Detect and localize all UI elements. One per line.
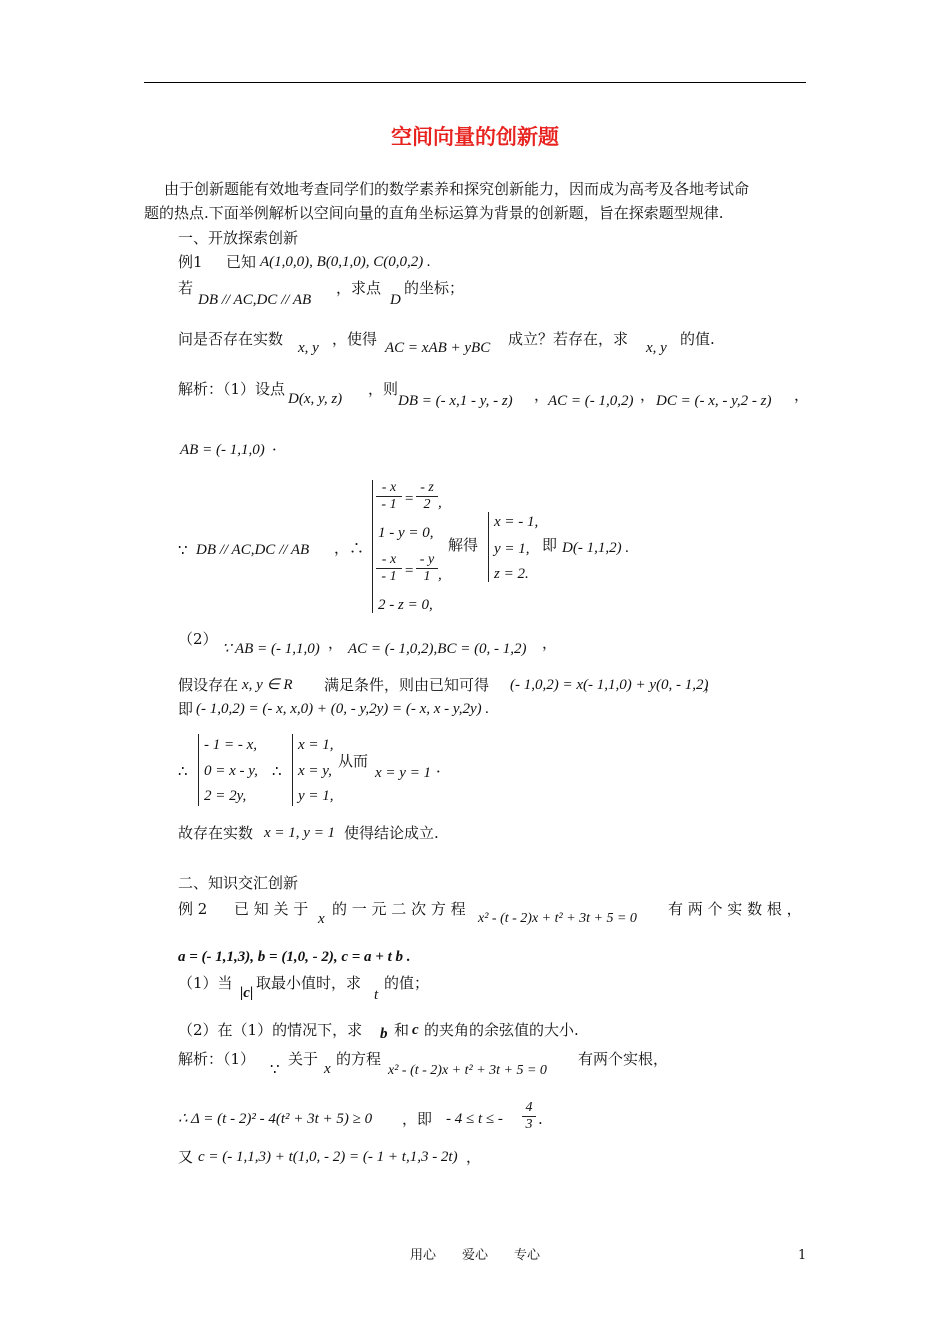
discriminant-ie: ，即 xyxy=(402,1110,433,1128)
assume-prefix: 假设存在 xyxy=(178,676,239,694)
q1-end: 的坐标； xyxy=(404,279,465,297)
sys1-line2: 1 - y = 0, xyxy=(378,525,434,541)
example2-text-b: 的 一 元 二 次 方 程 xyxy=(332,900,466,918)
s2-q2-c: c xyxy=(412,1022,419,1038)
sys1-frac2-left xyxy=(376,552,402,585)
comma-5: ， xyxy=(542,634,558,652)
intro-line-1: 由于创新题能有效地考查同学们的数学素养和探究创新能力，因而成为高考及各地考试命 xyxy=(164,180,750,198)
q1-prefix: 若 xyxy=(178,279,194,297)
sol1-ab-end: ． xyxy=(272,436,288,454)
sys2-line2: y = 1, xyxy=(494,541,530,557)
q2-math: AC = xAB + yBC xyxy=(385,340,491,356)
sys1-frac2-left-den: - 1 xyxy=(376,568,402,585)
example1-text: 已知 xyxy=(226,253,257,271)
s2-sol-equation-label: 的方程 xyxy=(336,1050,382,1068)
assume-mid: 满足条件，则由已知可得 xyxy=(324,676,490,694)
section2-heading: 二、知识交汇创新 xyxy=(178,874,299,892)
sol1-vec-dc: DC = (- x, - y,2 - z) xyxy=(656,393,772,409)
xy-equals-one: x = y = 1 xyxy=(375,765,432,781)
t-range-den: 3 xyxy=(522,1116,536,1133)
c-expression-end: ， xyxy=(466,1148,482,1166)
parallel-condition: DB // AC,DC // AB xyxy=(196,542,310,558)
s2-sol-end: 有两个实根， xyxy=(578,1050,669,1068)
s2-sol-x: x xyxy=(324,1061,331,1077)
sys2-line3: z = 2. xyxy=(494,566,529,582)
s2-q1-prefix: （1）当 xyxy=(178,974,233,992)
system3-brace xyxy=(198,734,199,806)
sys1-frac1-left-num: - x xyxy=(381,480,397,495)
assume-eq: (- 1,0,2) = x(- 1,1,0) + y(0, - 1,2) xyxy=(510,677,709,693)
dot-end: ． xyxy=(436,758,452,776)
part2-label: （2） xyxy=(178,630,218,648)
s2-sol-equation: x² - (t - 2)x + t² + 3t + 5 = 0 xyxy=(388,1063,547,1078)
example2-equation: x² - (t - 2)x + t² + 3t + 5 = 0 xyxy=(478,911,637,926)
q2-end: 的值. xyxy=(680,330,715,348)
t-range-end: . xyxy=(538,1110,543,1128)
sys3-line3: 2 = 2y, xyxy=(204,788,247,804)
sys4-line1: x = 1, xyxy=(298,737,334,753)
part2-vec-ac-bc: AC = (- 1,0,2),BC = (0, - 1,2) xyxy=(348,641,527,657)
sys1-frac1-right-den: 2 xyxy=(416,496,438,513)
discriminant: ∴ Δ = (t - 2)² - 4(t² + 3t + 5) ≥ 0 xyxy=(178,1111,373,1127)
q1-mid: ，求点 xyxy=(336,279,382,297)
s2-sol-prefix: 解析：（1） xyxy=(178,1050,256,1068)
s2-q2-end: 的夹角的余弦值的大小. xyxy=(424,1021,579,1039)
sys1-end2: , xyxy=(438,567,442,583)
q2-mid: ，使得 xyxy=(332,330,378,348)
sys1-line4: 2 - z = 0, xyxy=(378,597,433,613)
section1-heading: 一、开放探索创新 xyxy=(178,229,299,247)
sys3-line2: 0 = x - y, xyxy=(204,763,258,779)
sys3-line1: - 1 = - x, xyxy=(204,737,258,753)
result-d: D(- 1,1,2) . xyxy=(562,540,630,556)
comma-1: ， xyxy=(534,386,550,404)
q2-prefix: 问是否存在实数 xyxy=(178,330,284,348)
sol1-vec-ac: AC = (- 1,0,2) xyxy=(548,393,634,409)
s2-sol-about: 关于 xyxy=(288,1050,319,1068)
t-range-num: 4 xyxy=(525,1100,533,1115)
because-symbol: ∵ xyxy=(178,541,188,559)
sys1-end1: , xyxy=(438,495,442,511)
sol1-then: ，则 xyxy=(368,380,399,398)
sys1-eq2: = xyxy=(404,563,415,579)
c-expression: c = (- 1,1,3) + t(1,0, - 2) = (- 1 + t,1,3 - 2t) xyxy=(198,1149,458,1165)
sys1-frac2-right-den: 1 xyxy=(416,568,438,585)
sys1-frac1-left-den: - 1 xyxy=(376,496,402,513)
q1-math: DB // AC,DC // AB xyxy=(198,292,312,308)
example1-points: A(1,0,0), B(0,1,0), C(0,0,2) . xyxy=(260,254,431,270)
sol1-point-d: D(x, y, z) xyxy=(288,391,343,407)
ie2-prefix: 即 xyxy=(178,700,194,718)
thus-symbol-2: ∴ xyxy=(272,762,282,780)
header-rule xyxy=(144,82,806,83)
so-label: 从而 xyxy=(338,752,369,770)
sys1-frac2-right xyxy=(416,552,438,585)
t-range-fraction xyxy=(522,1100,536,1133)
ie2-eq: (- 1,0,2) = (- x, x,0) + (0, - y,2y) = (- x, x - y,2y) . xyxy=(196,701,490,717)
sys1-frac2-left-num: - x xyxy=(381,552,397,567)
conclusion-prefix: 故存在实数 xyxy=(178,824,254,842)
comma-3: ， xyxy=(794,386,810,404)
sys1-frac1-right-num: - z xyxy=(420,480,434,495)
q2-mid2: 成立？若存在，求 xyxy=(508,330,629,348)
vectors-def: a = (- 1,1,3), b = (1,0, - 2), c = a + t b . xyxy=(178,949,411,965)
sys1-frac1-left xyxy=(376,480,402,513)
s2-q1-end: 的值； xyxy=(384,974,430,992)
thus-symbol-1: ∴ xyxy=(178,762,188,780)
t-range: - 4 ≤ t ≤ - xyxy=(446,1111,503,1127)
s2-q2-and: 和 xyxy=(394,1021,410,1039)
s2-q1-t: t xyxy=(374,987,379,1003)
assume-vars: x, y ∈ R xyxy=(242,677,293,693)
example2-text-a: 已 知 关 于 xyxy=(234,900,309,918)
q1-var: D xyxy=(390,292,401,308)
conclusion-math: x = 1, y = 1 xyxy=(264,825,336,841)
s2-q1-mid: 取最小值时，求 xyxy=(256,974,362,992)
system1-brace xyxy=(372,480,373,613)
example2-label: 例 2 xyxy=(178,900,208,918)
part2-vec-ab: ∵ AB = (- 1,1,0) xyxy=(222,641,320,657)
solve-label: 解得 xyxy=(448,536,479,554)
sys4-line3: y = 1, xyxy=(298,788,334,804)
example1-label: 例1 xyxy=(178,253,203,271)
sol1-prefix: 解析：（1）设点 xyxy=(178,380,286,398)
assume-end: ， xyxy=(704,676,720,694)
s2-q2-prefix: （2）在（1）的情况下，求 xyxy=(178,1021,363,1039)
conclusion-end: 使得结论成立. xyxy=(344,824,439,842)
sys2-line1: x = - 1, xyxy=(494,514,539,530)
sys4-line2: x = y, xyxy=(298,763,332,779)
system2-brace xyxy=(488,512,489,582)
ie-label: 即 xyxy=(542,536,558,554)
comma-4: ， xyxy=(328,634,344,652)
intro-line-2: 题的热点.下面举例解析以空间向量的直角坐标运算为背景的创新题，旨在探索题型规律. xyxy=(144,204,724,222)
s2-sol-because: ∵ xyxy=(270,1060,280,1078)
also-prefix: 又 xyxy=(178,1148,194,1166)
system4-brace xyxy=(292,734,293,806)
footer-slogan: 用心 爱心 专心 xyxy=(409,1248,540,1263)
example2-text-c: 有 两 个 实 数 根 ， xyxy=(668,900,802,918)
sol1-vec-db: DB = (- x,1 - y, - z) xyxy=(398,393,513,409)
comma-2: ， xyxy=(640,386,656,404)
sol1-vec-ab: AB = (- 1,1,0) xyxy=(180,442,265,458)
page-title: 空间向量的创新题 xyxy=(391,124,559,149)
q2-vars: x, y xyxy=(298,340,319,356)
s2-q2-b: b xyxy=(380,1026,388,1042)
therefore-symbol: ，∴ xyxy=(334,539,365,557)
example2-x: x xyxy=(318,911,325,927)
page-number: 1 xyxy=(798,1248,807,1263)
s2-q1-abs: |c| xyxy=(240,985,254,1001)
sys1-frac1-right xyxy=(416,480,438,513)
q2-vars2: x, y xyxy=(646,340,667,356)
sys1-eq1: = xyxy=(404,491,415,507)
sys1-frac2-right-num: - y xyxy=(419,552,435,567)
